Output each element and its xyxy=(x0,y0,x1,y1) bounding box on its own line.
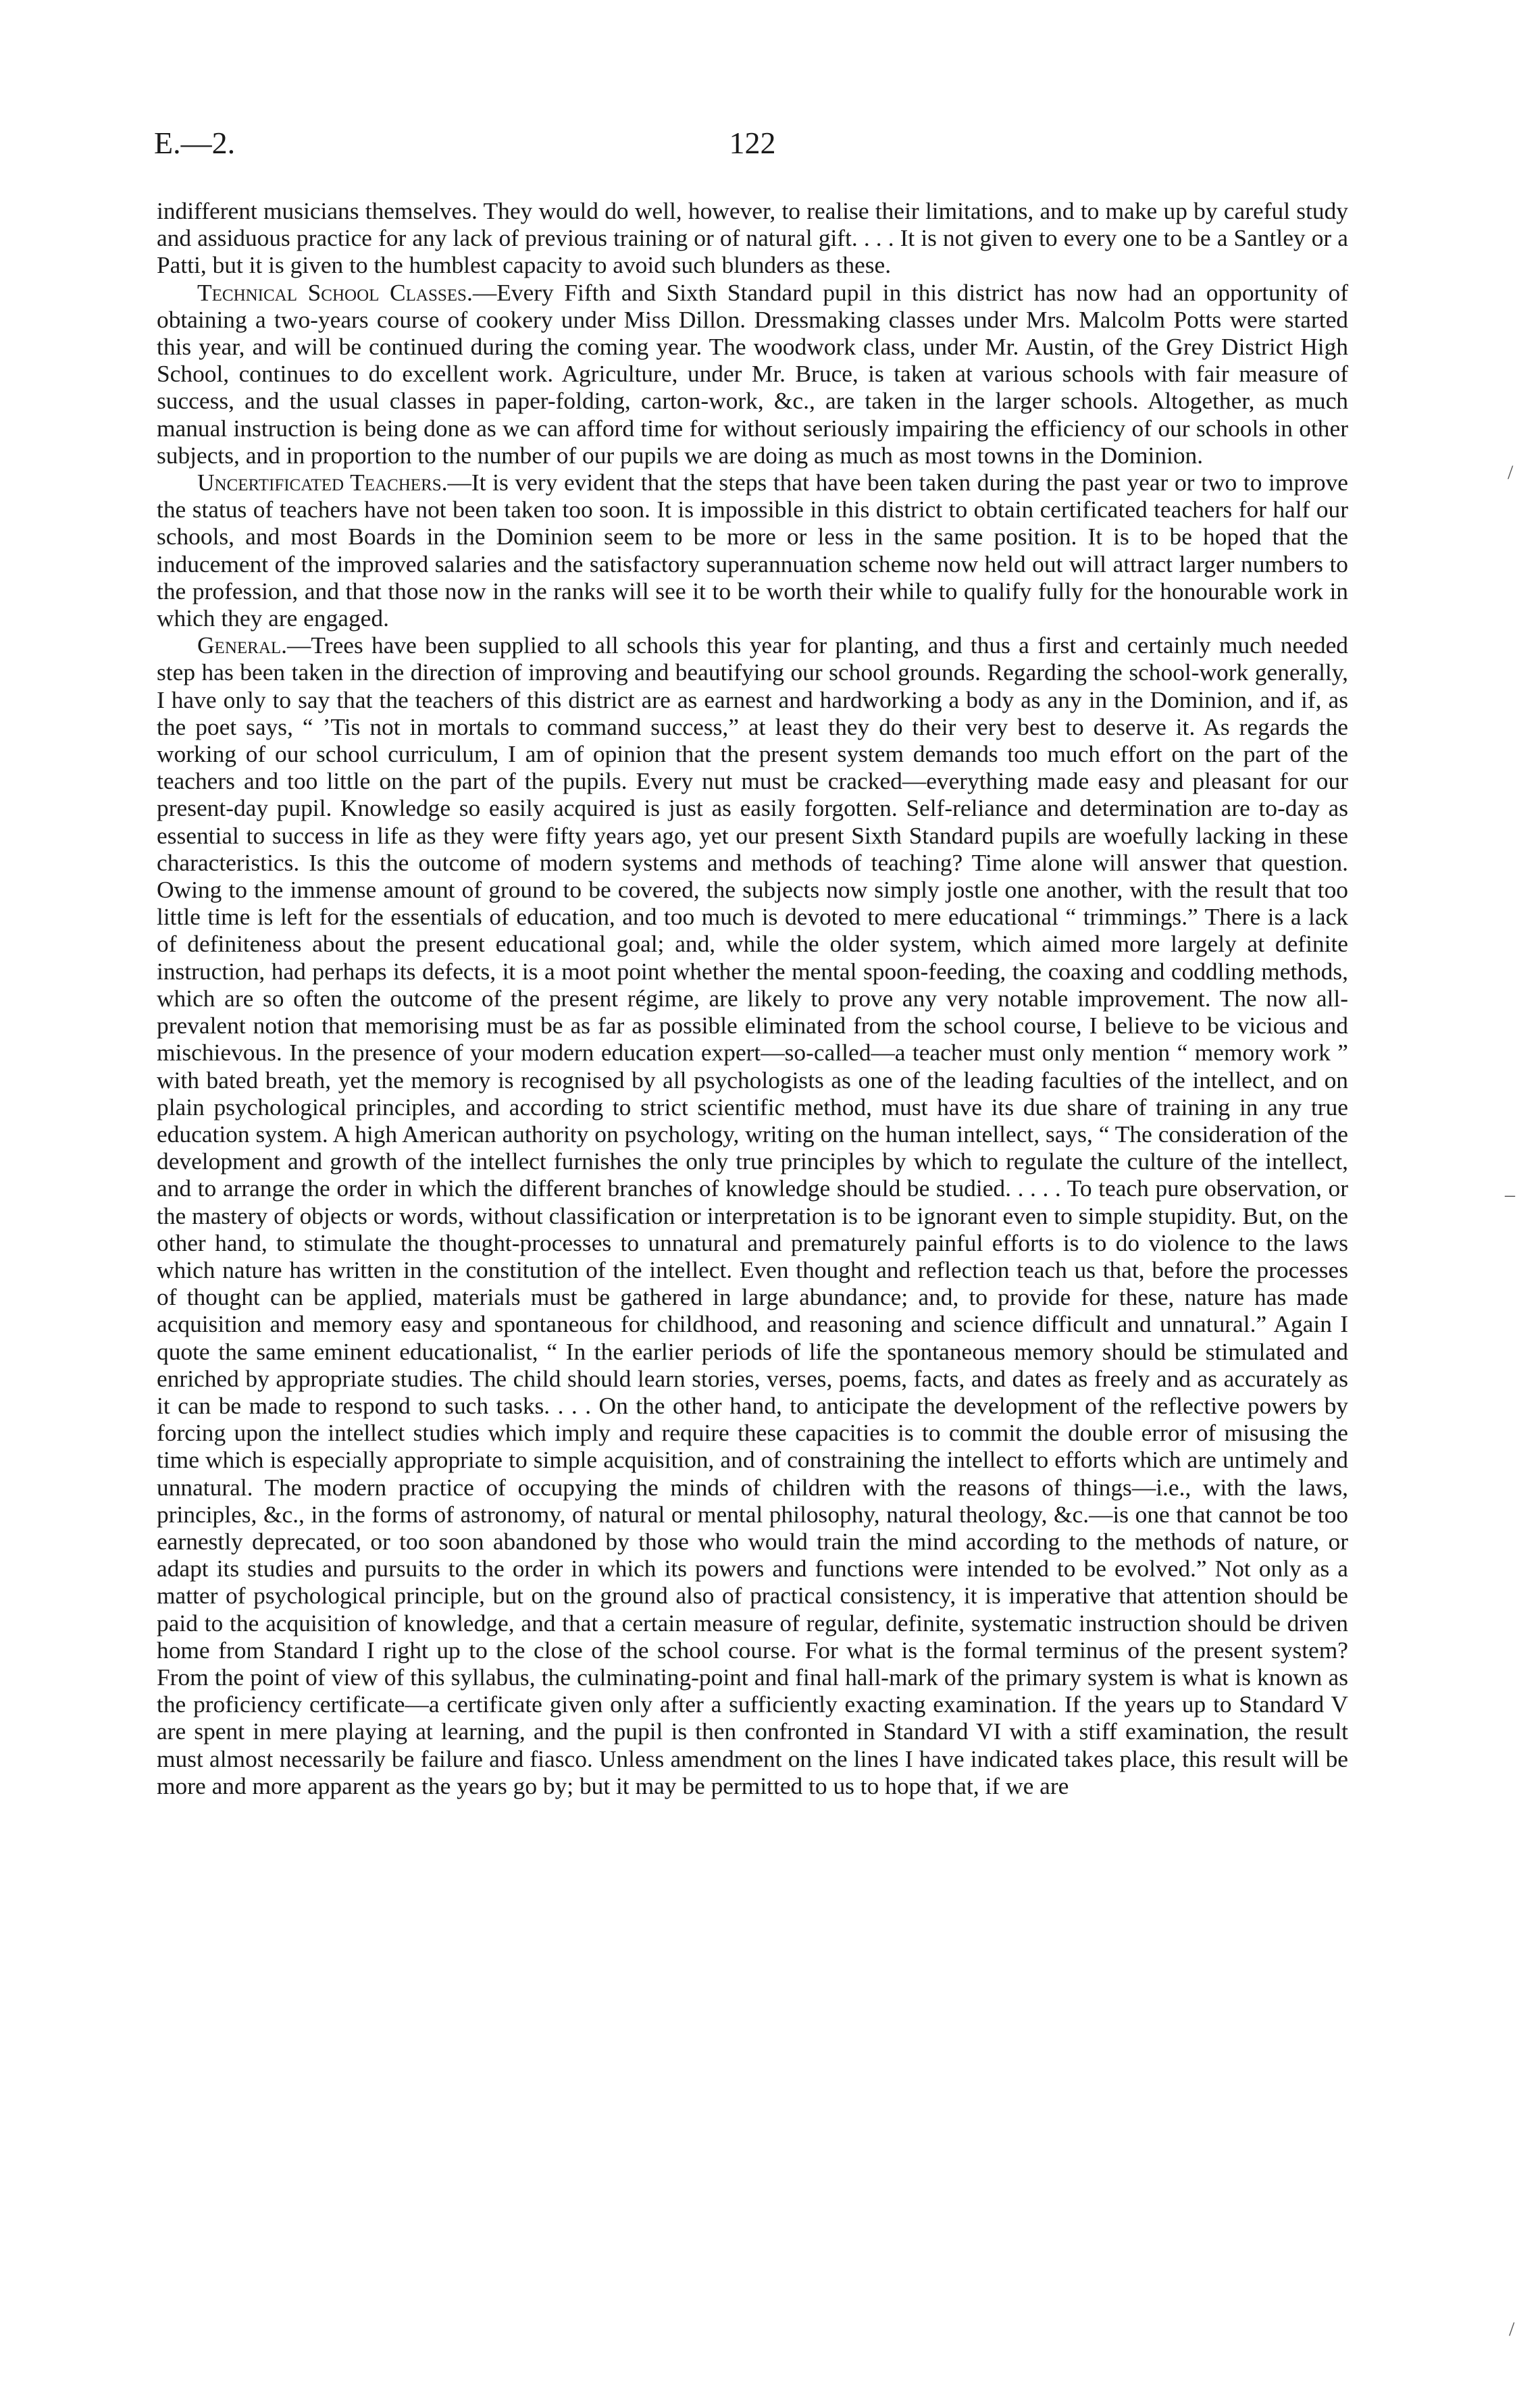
paragraph-text: —Trees have been supplied to all schools this year for planting, and thus a first and certainly much needed step has been taken in the direction of improving and beautifying our school grounds. Regarding the school-work generally, I have only to say that the teachers of this district are as earnest and hardworking a body as any in the Dominion, and if, as the poet says, “ ’Tis not in mortals to command success,” at least they do their very best to deserve it. As regards the working of our school curriculum, I am of opinion that the present system demands too much effort on the part of the teachers and too little on the part of the pupils. Every nut must be cracked—everything made easy and pleasant for our present-day pupil. Knowledge so easily acquired is just as easily forgotten. Self-reliance and determination are to-day as essential to success in life as they were fifty years ago, yet our present Sixth Standard pupils are woefully lacking in these characteristics. Is this the outcome of modern systems and methods of teaching? Time alone will answer that question. Owing to the immense amount of ground to be covered, the subjects now simply jostle one another, with the result that too little time is left for the essentials of education, and too much is devoted to mere educational “ trimmings.” There is a lack of definiteness about the present educational goal; and, while the older system, which aimed more largely at definite instruction, had perhaps its defects, it is a moot point whether the mental spoon-feeding, the coaxing and coddling methods, which are so often the outcome of the present régime, are likely to prove any very notable improvement. The now all-prevalent notion that memorising must be as far as possible eliminated from the school course, I believe to be vicious and mischievous. In the presence of your modern education expert—so-called—a teacher must only mention “ memory work ” with bated breath, yet the memory is recognised by all psychologists as one of the leading faculties of the intellect, and on plain psychological principles, and according to strict scientific method, must have its due share of training in any true education system. A high American authority on psychology, writing on the human intellect, says, “ The consideration of the development and growth of the intellect furnishes the only true principles by which to regulate the culture of the intellect, and to arrange the order in which the different branches of knowledge should be studied. . . . . To teach pure observation, or the mastery of objects or words, without classification or interpretation is to be ignorant even to simple stupidity. But, on the other hand, to stimulate the thought-processes to unnatural and prematurely painful efforts is to do violence to the laws which nature has written in the constitution of the intellect. Even thought and reflection teach us that, before the processes of thought can be applied, materials must be gathered in large abundance; and, to provide for these, nature has made acquisition and memory easy and spontaneous for childhood, and reasoning and science difficult and unnatural.” Again I quote the same eminent educationalist, “ In the earlier periods of life the spontaneous memory should be stimulated and enriched by appropriate studies. The child should learn stories, verses, poems, facts, and dates as freely and as accurately as it can be made to respond to such tasks. . . . On the other hand, to anticipate the development of the reflective powers by forcing upon the intellect studies which imply and require these capacities is to commit the double error of misusing the time which is especially appropriate to simple acquisition, and of constraining the intellect to efforts which are untimely and unnatural. The modern practice of occupying the minds of children with the reasons of things—i.e., with the laws, principles, &c., in the forms of astronomy, of natural or mental philosophy, natural theology, &c.—is one that cannot be too earnestly deprecated, or too soon abandoned by those who would train the mind according to the methods of nature, or adapt its studies and pursuits to the order in which its powers and functions were intended to be evolved.” Not only as a matter of psychological principle, but on the ground also of practical consistency, it is imperative that attention should be paid to the acquisition of knowledge, and that a certain measure of regular, definite, systematic instruction should be driven home from Standard I right up to the close of the school course. For what is the formal terminus of the present system? From the point of view of this syllabus, the culminating-point and final hall-mark of the primary system is what is known as the proficiency certificate—a certificate given only after a sufficiently exacting examination. If the years up to Standard V are spent in mere playing at learning, and the pupil is then confronted in Standard VI with a stiff examination, the result must almost necessarily be failure and fiasco. Unless amendment on the lines I have indicated takes place, this result will be more and more apparent as the years go by; but it may be permitted to us to hope that, if we are xyxy=(157,632,1348,1799)
paragraph-text: indifferent musicians themselves. They would do well, however, to realise their limitations, and to make up by careful study and assiduous practice for any lack of previous training or of natural gift. . . . It is not given to every one to be a Santley or a Patti, but it is given to the humblest capacity to avoid such blunders as these. xyxy=(157,197,1348,279)
paragraph-general xyxy=(157,632,1348,1799)
margin-mark: / xyxy=(1508,461,1514,484)
margin-mark: / xyxy=(1509,2318,1515,2340)
paragraph-continuation xyxy=(157,197,1348,279)
page-header xyxy=(154,125,1351,165)
margin-mark: – xyxy=(1505,1183,1515,1206)
document-reference: E.—2. xyxy=(154,126,236,160)
paragraph-technical-school-classes xyxy=(157,279,1348,469)
section-heading: General. xyxy=(197,632,288,659)
section-heading: Uncertificated Teachers. xyxy=(197,469,448,496)
report-body xyxy=(157,197,1348,1799)
paragraph-text: —It is very evident that the steps that have been taken during the past year or two to improve the status of teachers have not been taken too soon. It is impossible in this district to obtain certificated teachers for half our schools, and most Boards in the Dominion seem to be more or less in the same position. It is to be hoped that the inducement of the improved salaries and the satisfactory superannuation scheme now held out will attract larger numbers to the profession, and that those now in the ranks will see it to be worth their while to qualify fully for the honourable work in which they are engaged. xyxy=(157,469,1348,632)
paragraph-uncertificated-teachers xyxy=(157,469,1348,632)
paragraph-text: —Every Fifth and Sixth Standard pupil in this district has now had an opportunity of obtaining a two-years course of cookery under Miss Dillon. Dressmaking classes under Mrs. Malcolm Potts were started this year, and will be continued during the coming year. The woodwork class, under Mr. Austin, of the Grey District High School, continues to do excellent work. Agriculture, under Mr. Bruce, is taken at various schools with fair measure of success, and the usual classes in paper-folding, carton-work, &c., are taken in the larger schools. Altogether, as much manual instruction is being done as we can afford time for without seriously impairing the efficiency of our schools in other subjects, and in proportion to the number of our pupils we are doing as much as most towns in the Dominion. xyxy=(157,278,1348,469)
section-heading: Technical School Classes. xyxy=(197,278,473,306)
page-number: 122 xyxy=(729,126,776,160)
